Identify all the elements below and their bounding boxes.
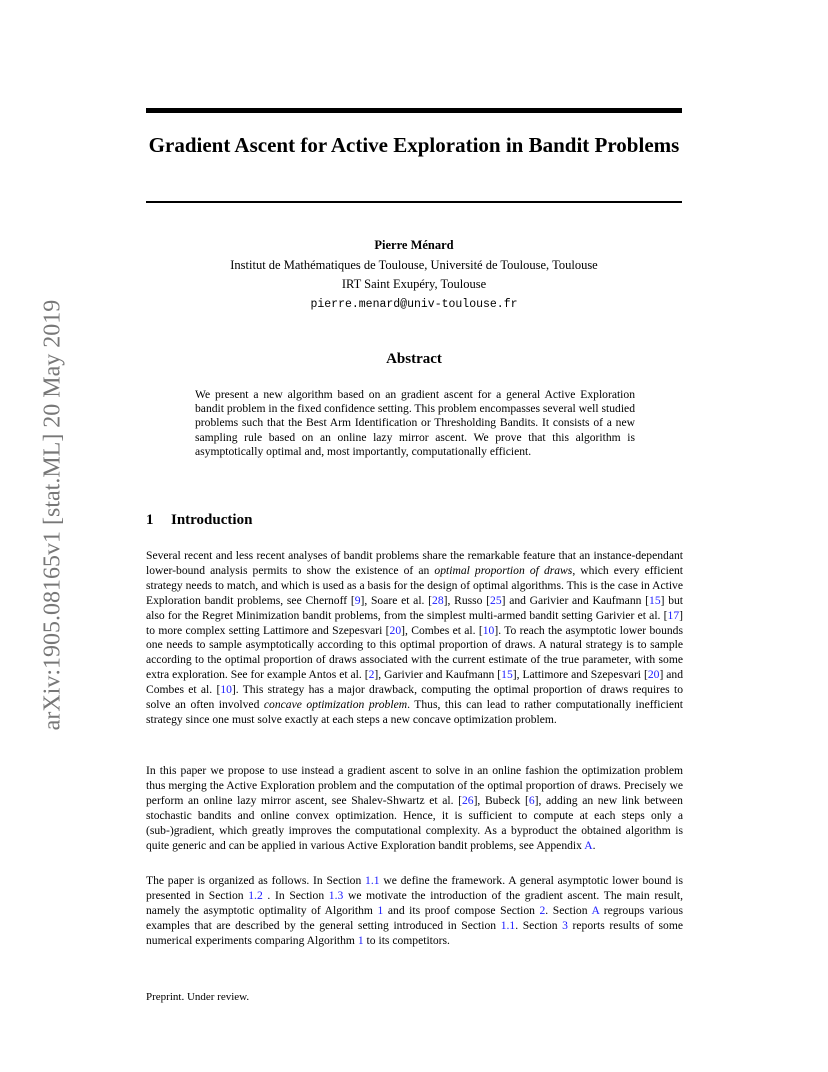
citation-link[interactable]: 10 — [220, 683, 232, 697]
author-block — [146, 236, 682, 314]
text-run: ]. To reach the asymptotic lower bounds one needs to sample asymptotically according to this optimal proportion of draws. A natural strategy is to sample according to the optimal proportion of draws associated with the current estimate of the true parameter, with some extra exploration. See for example Antos et al. [ — [146, 623, 683, 682]
author-email: pierre.menard@univ-toulouse.fr — [310, 297, 518, 311]
section-number: 1 — [146, 512, 154, 528]
abstract-text: We present a new algorithm based on an gradient ascent for a general Active Exploration bandit problem in the fixed confidence setting. This problem encompasses several well studied problems such that the Best Arm Identification or Thresholding Bandits. It consists of a new sampling rule based on an online lazy mirror ascent. We prove that this algorithm is asymptotically optimal and, most importantly, computationally efficient. — [195, 388, 635, 458]
text-run: ], Bubeck [ — [473, 793, 529, 807]
emphasis-text: optimal proportion of draws — [434, 563, 573, 577]
text-run: ], adding an new link between stochastic bandits and online convex optimization. Hence, it is sufficient to compute at each steps only a (sub-)gradient, which greatly improves the computational complexity. As a byproduct the obtained algorithm is quite generic and can be applied in various Active Exploration bandit problems, see Appendix — [146, 793, 683, 852]
abstract-heading: Abstract — [386, 351, 442, 367]
author-affiliation-1: Institut de Mathématiques de Toulouse, Université de Toulouse, Toulouse — [230, 257, 598, 272]
text-run: reports results of some numerical experiments comparing Algorithm — [146, 918, 683, 947]
text-run: Several recent and less recent analyses of bandit problems share the remarkable feature that an instance-dependant lower-bound analysis permits to show the existence of an — [146, 549, 683, 577]
algorithm-link[interactable]: 1 — [357, 933, 364, 947]
author-affiliation-2: IRT Saint Exupéry, Toulouse — [341, 277, 487, 291]
section-link[interactable]: 1.1 — [365, 874, 380, 887]
intro-paragraph-3 — [146, 874, 683, 949]
paper-title: Gradient Ascent for Active Exploration in Bandit Problems — [148, 133, 680, 157]
text-run: ] to more complex setting Lattimore and Szepesvari [ — [146, 608, 683, 637]
emphasis-text: concave optimization problem — [263, 698, 408, 712]
intro-paragraph-1 — [146, 549, 683, 728]
text-run: ], Combes et al. [ — [401, 623, 483, 637]
section-link[interactable]: 1.1 — [500, 918, 516, 932]
text-run: . In Section — [262, 888, 329, 902]
citation-link[interactable]: 15 — [649, 593, 661, 607]
text-run: ] but also for the Regret Minimization bandit problems, from the simplest multi-armed bandit setting Garivier et al. [ — [146, 593, 684, 622]
title-bottom-rule — [146, 201, 682, 203]
text-run: ], Soare et al. [ — [360, 593, 433, 607]
section-link[interactable]: A — [591, 903, 600, 917]
text-run: , which every efficient strategy needs to match, and which is used as a basis for the design of optimal algorithms. This is the case in Active Exploration bandit problems, see Chernoff [ — [146, 563, 683, 607]
citation-link[interactable]: 6 — [528, 793, 535, 807]
section-heading-introduction — [146, 512, 252, 529]
arxiv-identifier: arXiv:1905.08165v1 [stat.ML] 20 May 2019 — [39, 299, 66, 731]
text-run: we define the framework. A general asymptotic lower bound is presented in Section — [146, 874, 683, 902]
text-run: ] and Combes et al. [ — [146, 668, 684, 697]
appendix-link[interactable]: A — [584, 838, 593, 852]
text-run: and its proof compose Section — [383, 903, 540, 917]
section-title: Introduction — [171, 512, 253, 528]
text-run: ], Russo [ — [443, 593, 491, 607]
citation-link[interactable]: 15 — [501, 668, 513, 682]
citation-link[interactable]: 25 — [490, 593, 502, 607]
text-run: . — [592, 838, 596, 852]
text-run: we motivate the introduction of the gradient ascent. The main result, namely the asymptotic optimality of Algorithm — [146, 888, 683, 917]
citation-link[interactable]: 17 — [667, 608, 680, 622]
algorithm-link[interactable]: 1 — [377, 903, 384, 917]
footer-note: Preprint. Under review. — [146, 991, 250, 1003]
section-link[interactable]: 1.3 — [328, 888, 344, 902]
citation-link[interactable]: 28 — [432, 593, 444, 607]
text-run: ], Lattimore and Szepesvari [ — [512, 668, 648, 682]
section-link[interactable]: 2 — [539, 903, 546, 917]
text-run: ]. This strategy has a major drawback, computing the optimal proportion of draws requires to solve an often involved — [146, 683, 683, 712]
citation-link[interactable]: 10 — [482, 623, 495, 637]
citation-link[interactable]: 20 — [389, 623, 402, 637]
text-run: ], Garivier and Kaufmann [ — [374, 668, 502, 682]
text-run: . Section — [515, 918, 563, 932]
author-name: Pierre Ménard — [374, 238, 454, 252]
citation-link[interactable]: 26 — [461, 793, 474, 807]
section-link[interactable]: 3 — [562, 918, 568, 932]
text-run: to its competitors. — [363, 933, 450, 947]
citation-link[interactable]: 2 — [368, 668, 375, 682]
text-run: . Section — [545, 903, 592, 917]
text-run: In this paper we propose to use instead a gradient ascent to solve in an online fashion the optimization problem thus merging the Active Exploration problem and the computation of the optimal proportion of draws. Precisely we perform an online lazy mirror ascent, see Shalev-Shwartz et al. [ — [146, 764, 683, 807]
title-top-rule — [146, 108, 682, 113]
text-run: The paper is organized as follows. In Section — [146, 874, 366, 887]
intro-paragraph-2 — [146, 764, 683, 853]
section-link[interactable]: 1.2 — [248, 888, 263, 902]
text-run: ] and Garivier and Kaufmann [ — [501, 593, 650, 607]
citation-link[interactable]: 20 — [647, 668, 660, 682]
citation-link[interactable]: 9 — [354, 593, 361, 607]
text-run: . Thus, this can lead to rather computationally inefficient strategy since one must solve exactly at each steps a new concave optimization problem. — [146, 698, 683, 726]
text-run: regroups various examples that are described by the general setting introduced in Section — [146, 903, 683, 932]
